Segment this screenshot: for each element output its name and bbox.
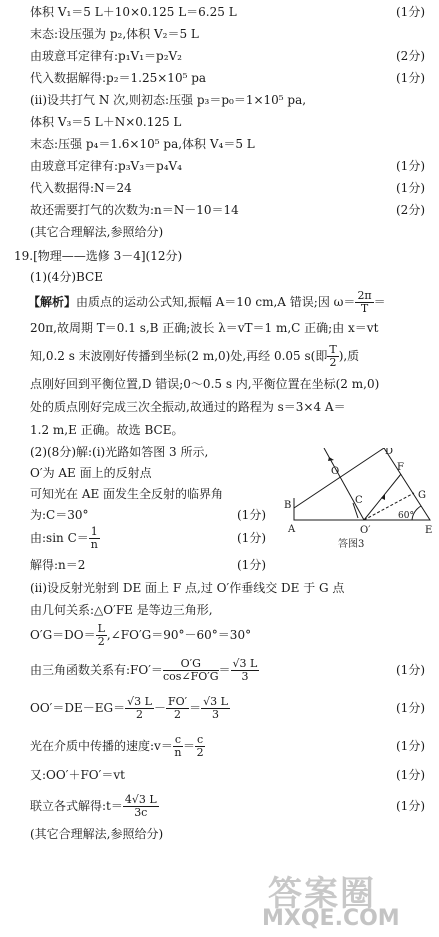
analysis-line-6: 1.2 m,E 正确。故选 BCE。 <box>30 423 184 437</box>
label-D: D <box>385 448 394 457</box>
figure-caption: 答图3 <box>338 539 365 550</box>
part2-ii-line-8: 联立各式解得:t＝ $\frac{4√3 L}{3c}$ (1分) <box>30 793 425 819</box>
score-mark: (1分) <box>396 71 425 85</box>
solution-line: 体积 V₁＝5 L＋10×0.125 L＝6.25 L (1分) <box>30 2 425 22</box>
label-E: E <box>425 525 433 536</box>
part2-line-5: 由:sin C＝ $\frac{1}{n}$ (1分) <box>30 525 266 551</box>
prism-outline <box>294 448 430 520</box>
part2-line-6: 解得:n＝2 (1分) <box>30 558 266 572</box>
analysis-line-1: 【解析】由质点的运动公式知,振幅 A＝10 cm,A 错误;因 ω＝ $\frac{2\pi}{T}$ ＝ <box>28 289 386 315</box>
part2-ii-line-9: (其它合理解法,参照给分) <box>30 827 164 841</box>
q19-title: [物理——选修 3－4](12分) <box>33 249 183 263</box>
fraction-one-over-n: $\frac{1}{n}$ <box>90 525 98 551</box>
label-G: G <box>418 490 426 501</box>
part2-ii-line-2: 由几何关系:△O′FE 是等边三角形, <box>30 603 213 617</box>
analysis-line-5: 处的质点刚好完成三次全振动,故通过的路程为 s＝3×4 A＝ <box>30 400 346 414</box>
solution-line: 末态:压强 p₄＝1.6×10⁵ pa,体积 V₄＝5 L <box>30 137 255 151</box>
solution-line: 末态:设压强为 p₂,体积 V₂＝5 L <box>30 27 199 41</box>
q19-part1-answer: (1)(4分)BCE <box>30 270 103 284</box>
score-mark: (1分) <box>396 181 425 195</box>
fraction-half-period: $\frac{T}{2}$ <box>329 343 337 369</box>
analysis-line-3: 知,0.2 s 末波刚好传播到坐标(2 m,0)处,再经 0.05 s(即 $\frac{T}{2}$ ),质 <box>30 343 360 369</box>
optics-figure <box>284 448 439 558</box>
q19-title-line <box>14 246 425 266</box>
score-mark: (1分) <box>396 159 425 173</box>
part2-line-1: (2)(8分)解:(ⅰ)光路如答图 3 所示, <box>30 445 209 459</box>
solution-line: 故还需要打气的次数为:n＝N－10＝14 (2分) <box>30 200 425 220</box>
label-A: A <box>288 524 296 535</box>
part2-line-4: 为:C＝30° (1分) <box>30 508 266 522</box>
label-B: B <box>284 500 292 511</box>
score-mark: (1分) <box>396 5 425 19</box>
part2-ii-line-3: O′G＝DO＝ $\frac{L}{2}$ ,∠FO′G＝90°－60°＝30° <box>30 622 252 648</box>
solution-line: 代入数据得:N＝24 (1分) <box>30 178 425 198</box>
part2-ii-line-4: 由三角函数关系有:FO′＝ $\frac{O'G}{\cos\angle FO'G}$ ＝ $\frac{√3 L}{3}$ (1分) <box>30 657 425 683</box>
q19-number: 19. <box>14 249 34 263</box>
solution-line: 代入数据解得:p₂＝1.25×10⁵ pa (1分) <box>30 68 425 88</box>
part2-line-3: 可知光在 AE 面发生全反射的临界角 <box>30 487 224 501</box>
solution-line: (ⅱ)设共打气 N 次,则初态:压强 p₃＝p₀＝1×10⁵ pa, <box>30 93 307 107</box>
part2-line-2: O′为 AE 面上的反射点 <box>30 466 152 480</box>
analysis-line-2: 20π,故周期 T＝0.1 s,B 正确;波长 λ＝vT＝1 m,C 正确;由 x＝vt <box>30 321 379 335</box>
solution-line: (其它合理解法,参照给分) <box>30 225 164 239</box>
label-C: C <box>355 495 363 506</box>
score-mark: (2分) <box>396 49 425 63</box>
label-F: F <box>397 462 404 473</box>
part2-ii-line-7: 又:OO′＋FO′＝vt (1分) <box>30 768 425 782</box>
analysis-line-4: 点刚好回到平衡位置,D 错误;0～0.5 s 内,平衡位置在坐标(2 m,0) <box>30 377 380 391</box>
watermark-logo: 答案圈 MXQE.COM <box>262 874 400 931</box>
label-angle: 60° <box>398 511 414 521</box>
score-mark: (2分) <box>396 203 425 217</box>
solution-line: 体积 V₃＝5 L＋N×0.125 L <box>30 115 182 129</box>
part2-ii-line-1: (ⅱ)设反射光射到 DE 面上 F 点,过 O′作垂线交 DE 于 G 点 <box>30 581 345 595</box>
label-O: O <box>331 466 340 477</box>
solution-line: 由玻意耳定律有:p₁V₁＝p₂V₂ (2分) <box>30 46 425 66</box>
solution-line: 由玻意耳定律有:p₃V₃＝p₄V₄ (1分) <box>30 156 425 176</box>
label-O-prime: O′ <box>360 525 371 536</box>
part2-ii-line-5: OO′＝DE－EG＝ $\frac{√3 L}{2}$ － $\frac{FO'}{2}$ ＝ $\frac{√3 L}{3}$ (1分) <box>30 695 425 721</box>
part2-ii-line-6: 光在介质中传播的速度:v＝ $\frac{c}{n}$ ＝ $\frac{c}{2}$ (1分) <box>30 733 425 759</box>
fraction-omega: $\frac{2\pi}{T}$ <box>357 289 372 315</box>
